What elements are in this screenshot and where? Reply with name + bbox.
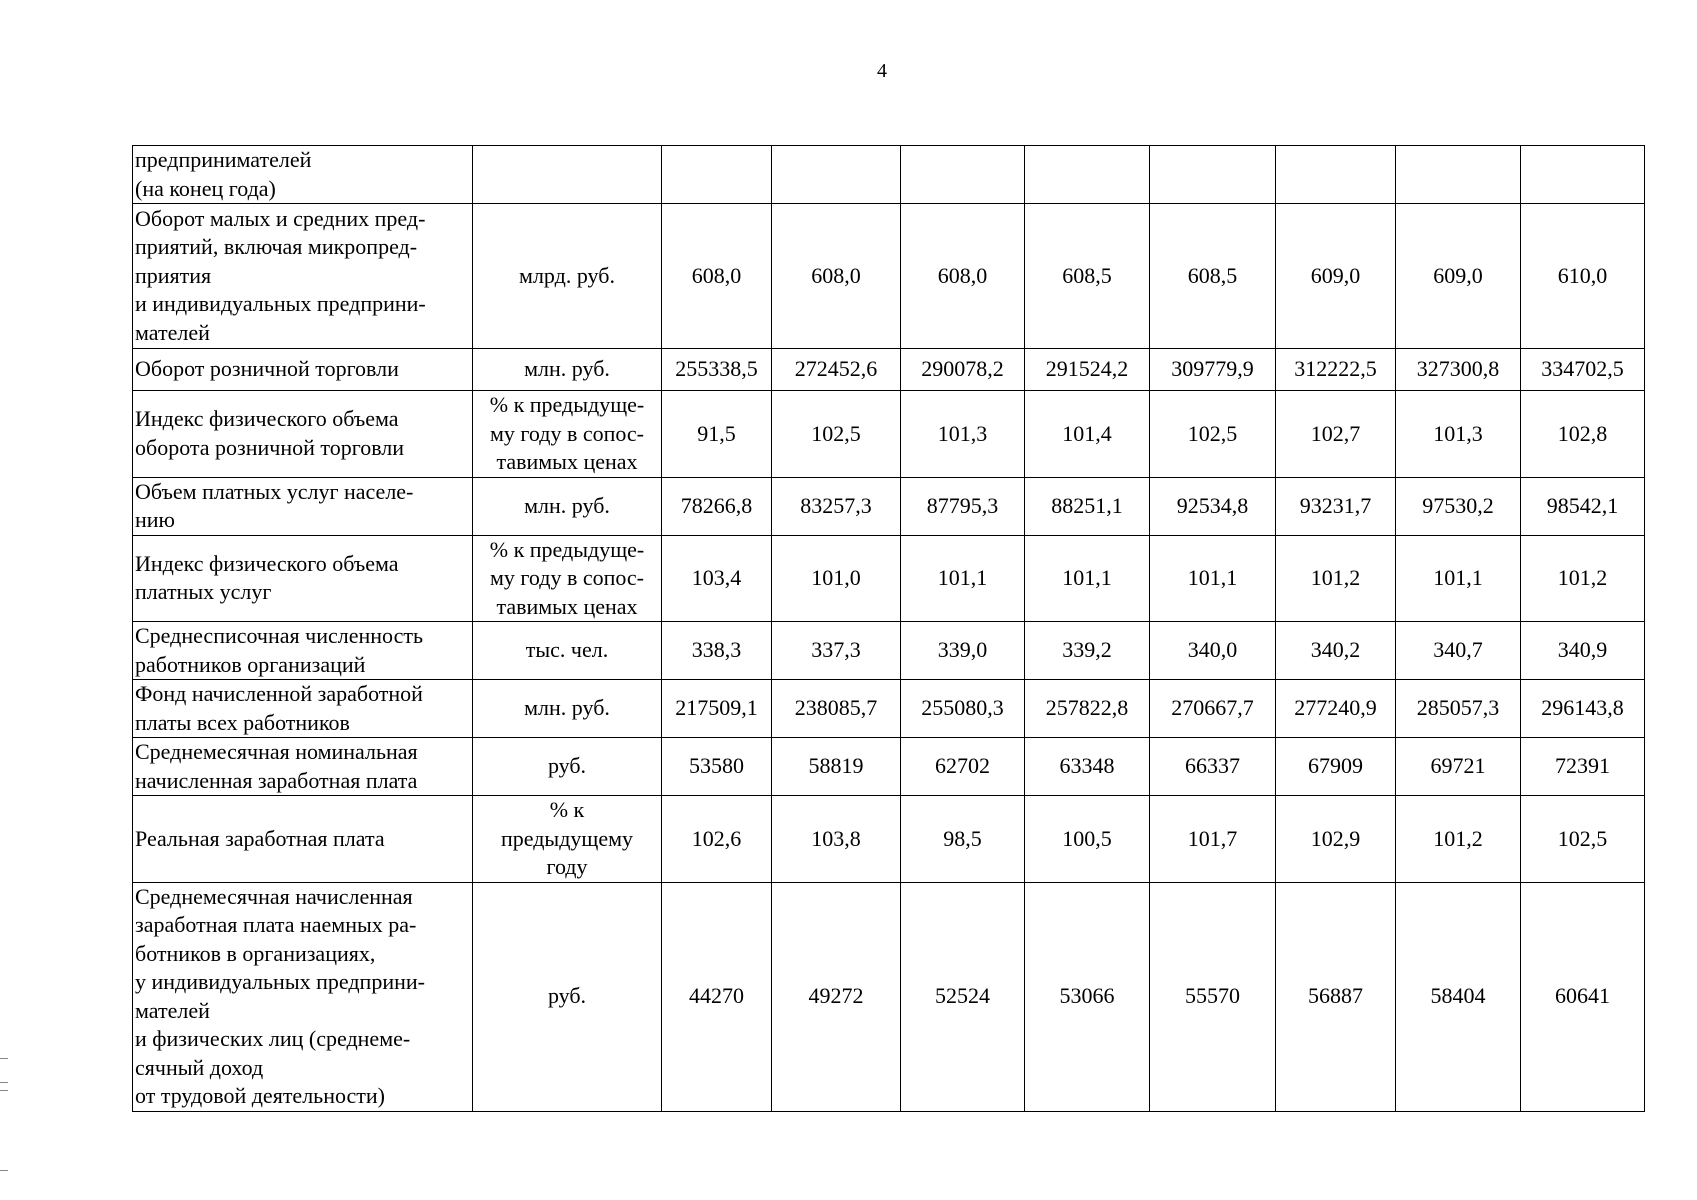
value-cell: 101,1 [1025,535,1150,622]
value-cell: 102,5 [772,391,901,478]
value-cell: 340,0 [1150,622,1276,680]
unit-cell [473,622,662,680]
indicator-name-line: Объем платных услуг населе- [135,478,414,504]
indicator-name-line: приятий, включая микропред- [135,234,418,260]
unit-line: году [546,854,588,879]
value-cell [1025,146,1150,204]
value-cell: 296143,8 [1521,680,1645,738]
indicator-name-line: Оборот розничной торговли [135,356,399,382]
scan-mark [0,1090,8,1091]
value-cell: 255080,3 [901,680,1025,738]
value-cell: 101,7 [1150,796,1276,883]
value-cell: 83257,3 [772,477,901,535]
value-cell: 327300,8 [1396,349,1521,391]
indicator-name-line: приятия [135,262,212,288]
value-cell: 100,5 [1025,796,1150,883]
unit-line: тыс. чел. [525,637,609,663]
unit-cell [473,146,662,204]
unit-cell [473,477,662,535]
value-cell: 340,2 [1276,622,1396,680]
indicator-name-cell [133,146,473,204]
value-cell: 78266,8 [662,477,772,535]
indicator-name-line: заработная плата наемных ра- [135,912,417,937]
value-cell [662,146,772,204]
indicator-name-cell [133,204,473,349]
value-cell [1396,146,1521,204]
value-cell: 285057,3 [1396,680,1521,738]
value-cell: 272452,6 [772,349,901,391]
indicator-name-line: платных услуг [135,579,272,605]
value-cell: 338,3 [662,622,772,680]
unit-line: млн. руб. [524,492,610,518]
value-cell: 257822,8 [1025,680,1150,738]
unit-line: % к предыдуще- [489,392,645,417]
unit-cell [473,204,662,349]
unit-cell [473,738,662,796]
scan-mark [0,1170,8,1171]
unit-line: му году в сопос- [489,565,645,590]
indicator-name-line: и физических лиц (среднеме- [135,1026,411,1051]
indicator-name-line: Среднемесячная начисленная [135,883,413,909]
indicator-name-line: сячный доход [135,1054,264,1080]
value-cell: 88251,1 [1025,477,1150,535]
indicator-name-line: ботников в организациях, [135,940,376,966]
indicator-name-line: Среднемесячная номинальная [135,739,418,764]
value-cell: 339,2 [1025,622,1150,680]
value-cell: 608,0 [662,204,772,349]
value-cell: 608,0 [772,204,901,349]
value-cell: 60641 [1521,882,1645,1111]
indicator-name-cell [133,535,473,622]
value-cell: 102,5 [1521,796,1645,883]
scan-mark [0,1082,8,1083]
value-cell: 291524,2 [1025,349,1150,391]
unit-cell [473,882,662,1111]
value-cell: 101,2 [1521,535,1645,622]
value-cell: 69721 [1396,738,1521,796]
value-cell: 53580 [662,738,772,796]
table-row [133,882,1645,1111]
indicator-name-line: Оборот малых и средних пред- [135,205,426,231]
value-cell: 55570 [1150,882,1276,1111]
unit-line: млн. руб. [524,695,610,721]
value-cell: 93231,7 [1276,477,1396,535]
value-cell: 102,9 [1276,796,1396,883]
value-cell: 255338,5 [662,349,772,391]
indicator-name-cell [133,391,473,478]
value-cell: 98542,1 [1521,477,1645,535]
indicator-name-line: платы всех работников [135,709,350,735]
value-cell: 312222,5 [1276,349,1396,391]
indicator-name-line: (на конец года) [135,175,276,201]
indicator-name-line: мателей [135,997,210,1023]
value-cell: 44270 [662,882,772,1111]
table-row [133,391,1645,478]
value-cell: 101,0 [772,535,901,622]
value-cell: 92534,8 [1150,477,1276,535]
value-cell: 87795,3 [901,477,1025,535]
indicator-name-line: начисленная заработная плата [135,767,418,793]
value-cell: 66337 [1150,738,1276,796]
value-cell: 608,0 [901,204,1025,349]
value-cell: 102,7 [1276,391,1396,478]
value-cell: 67909 [1276,738,1396,796]
value-cell: 270667,7 [1150,680,1276,738]
value-cell: 101,4 [1025,391,1150,478]
table-row [133,146,1645,204]
value-cell: 63348 [1025,738,1150,796]
value-cell: 101,2 [1276,535,1396,622]
value-cell: 340,9 [1521,622,1645,680]
unit-line: млн. руб. [524,356,610,382]
indicator-name-cell [133,882,473,1111]
unit-line: тавимых ценах [496,593,638,619]
page-number: 4 [877,60,887,82]
value-cell [772,146,901,204]
value-cell: 609,0 [1276,204,1396,349]
value-cell: 101,2 [1396,796,1521,883]
unit-line: предыдущему [500,825,634,851]
indicator-name-line: и индивидуальных предприни- [135,291,426,317]
unit-cell [473,535,662,622]
table-row [133,796,1645,883]
table-row [133,622,1645,680]
value-cell: 238085,7 [772,680,901,738]
table-row [133,204,1645,349]
indicator-name-line: оборота розничной торговли [135,434,405,460]
value-cell: 97530,2 [1396,477,1521,535]
value-cell: 102,5 [1150,391,1276,478]
value-cell: 101,1 [1150,535,1276,622]
indicator-name-line: мателей [135,319,210,345]
value-cell: 102,8 [1521,391,1645,478]
indicator-name-cell [133,796,473,883]
value-cell [1150,146,1276,204]
indicator-name-cell [133,477,473,535]
unit-cell [473,391,662,478]
value-cell: 277240,9 [1276,680,1396,738]
unit-line: му году в сопос- [489,420,645,446]
value-cell: 103,4 [662,535,772,622]
indicator-name-line: от трудовой деятельности) [135,1083,386,1108]
table-row [133,738,1645,796]
value-cell: 53066 [1025,882,1150,1111]
value-cell: 72391 [1521,738,1645,796]
value-cell: 56887 [1276,882,1396,1111]
value-cell: 103,8 [772,796,901,883]
value-cell: 337,3 [772,622,901,680]
scan-mark [0,1058,8,1059]
indicator-name-line: Индекс физического объема [135,550,399,576]
indicator-name-line: Среднесписочная численность [135,623,424,648]
value-cell: 91,5 [662,391,772,478]
unit-line: руб. [547,753,587,779]
value-cell: 339,0 [901,622,1025,680]
indicator-name-line: Индекс физического объема [135,406,399,432]
indicators-table [132,145,1645,1112]
value-cell: 217509,1 [662,680,772,738]
value-cell [1521,146,1645,204]
value-cell: 62702 [901,738,1025,796]
value-cell: 610,0 [1521,204,1645,349]
unit-line: тавимых ценах [496,449,638,474]
unit-cell [473,680,662,738]
value-cell: 49272 [772,882,901,1111]
indicator-name-cell [133,680,473,738]
value-cell: 101,3 [901,391,1025,478]
value-cell: 98,5 [901,796,1025,883]
value-cell: 101,1 [1396,535,1521,622]
value-cell: 290078,2 [901,349,1025,391]
value-cell: 608,5 [1025,204,1150,349]
value-cell: 608,5 [1150,204,1276,349]
value-cell [1276,146,1396,204]
indicator-name-line: предпринимателей [135,147,312,172]
indicator-name-line: у индивидуальных предприни- [135,969,425,994]
value-cell: 334702,5 [1521,349,1645,391]
value-cell: 102,6 [662,796,772,883]
value-cell: 101,3 [1396,391,1521,478]
unit-line: % к предыдуще- [489,536,645,562]
table-row [133,535,1645,622]
value-cell: 309779,9 [1150,349,1276,391]
indicator-name-cell [133,738,473,796]
value-cell: 609,0 [1396,204,1521,349]
unit-cell [473,796,662,883]
value-cell: 101,1 [901,535,1025,622]
value-cell [901,146,1025,204]
indicator-name-line: Реальная заработная плата [135,825,385,851]
indicator-name-line: нию [135,507,175,532]
value-cell: 52524 [901,882,1025,1111]
value-cell: 58404 [1396,882,1521,1111]
indicator-name-line: Фонд начисленной заработной [135,681,423,706]
indicator-name-line: работников организаций [135,651,366,677]
unit-line: % к [549,797,585,822]
table-row [133,477,1645,535]
value-cell: 58819 [772,738,901,796]
unit-cell [473,349,662,391]
value-cell: 340,7 [1396,622,1521,680]
unit-line: млрд. руб. [519,262,615,288]
table-row [133,349,1645,391]
indicator-name-cell [133,349,473,391]
unit-line: руб. [547,983,587,1009]
table-row [133,680,1645,738]
indicator-name-cell [133,622,473,680]
